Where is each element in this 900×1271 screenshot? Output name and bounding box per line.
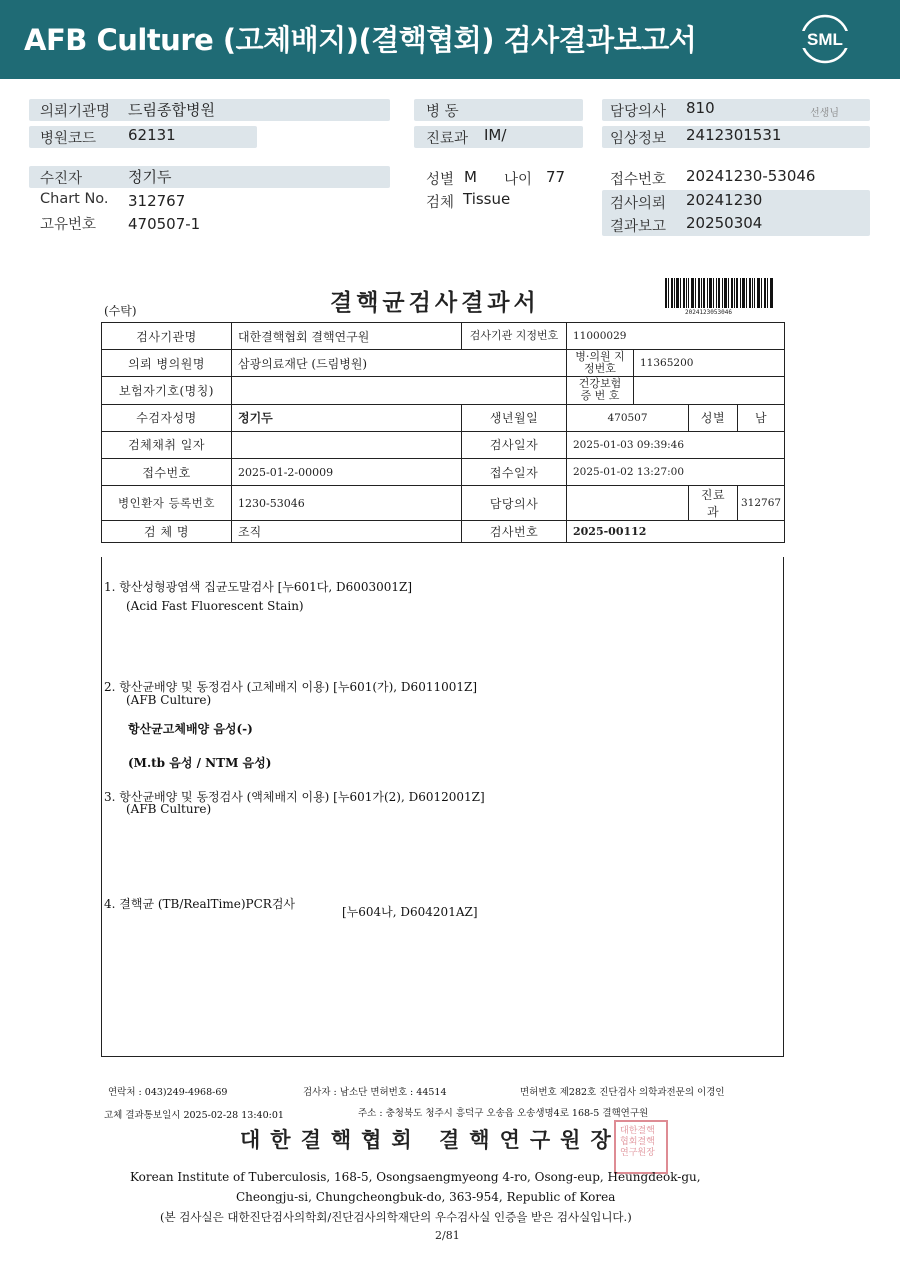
result-item-2-result: 항산균고체배양 음성(-): [128, 722, 253, 736]
table-row: [102, 521, 785, 543]
sex-label: 성별: [426, 172, 455, 188]
official-seal: 대한결핵협회결핵연구원장: [614, 1120, 668, 1174]
birth-label: 생년월일: [462, 404, 567, 431]
svg-text:SML: SML: [807, 30, 843, 49]
receipt-cell-value: 2025-01-2-00009: [232, 458, 462, 485]
result-item-1: 1. 항산성형광염색 집균도말검사 [누601다, D6003001Z]: [104, 580, 413, 594]
doctor-cell-label: 담당의사: [462, 486, 567, 521]
insured-label: 보험자기호(명칭): [102, 377, 232, 404]
page-number: 2/81: [435, 1229, 460, 1242]
table-row: [102, 350, 785, 377]
name-label: 수검자성명: [102, 404, 232, 431]
result-item-1-en: (Acid Fast Fluorescent Stain): [126, 599, 304, 613]
lab-label: 검사기관명: [102, 323, 232, 350]
footer-contact: 연락처 : 043)249-4968-69: [108, 1087, 228, 1098]
sex-cell-label: 성별: [689, 404, 738, 431]
hospital-code-label: 병원코드: [40, 131, 97, 147]
test-no-label: 검사번호: [462, 521, 567, 543]
unique-value: 470507-1: [128, 215, 201, 233]
institution-value: 드림종합병원: [128, 101, 215, 119]
patient-value: 정기두: [128, 168, 172, 186]
result-item-3-en: (AFB Culture): [126, 802, 212, 816]
age-label: 나이: [504, 172, 533, 188]
footer-address-en-1: Korean Institute of Tuberculosis, 168-5, Osongsaengmyeong 4-ro, Osong-eup, Heungdeok-gu,: [130, 1170, 701, 1184]
receipt-date-label: 접수일자: [462, 458, 567, 485]
doctor-value: 810: [686, 99, 715, 117]
footer-notice: (본 검사실은 대한진단검사의학회/진단검사의학재단의 우수검사실 인증을 받은 검사실입니다.): [160, 1210, 632, 1224]
test-date-label: 검사일자: [462, 431, 567, 458]
hosp-id-label: 병·의원 지정번호: [567, 350, 634, 377]
result-item-2: 2. 항산균배양 및 동정검사 (고체배지 이용) [누601(가), D6011001Z]: [104, 680, 478, 694]
institution-label: 의뢰기관명: [40, 104, 111, 120]
unique-label: 고유번호: [40, 217, 97, 233]
collect-label: 검체채취 일자: [102, 431, 232, 458]
receipt-value: 20241230-53046: [686, 167, 816, 185]
lab-id-label: 검사기관 지정번호: [462, 323, 567, 350]
hosp-id-value: 11365200: [634, 350, 785, 377]
test-date-value: 2025-01-03 09:39:46: [567, 431, 785, 458]
barcode-number: 2024123053046: [685, 309, 732, 316]
footer-final-report: 고체 결과통보일시 2025-02-28 13:40:01: [104, 1110, 284, 1121]
dept-value: IM/: [484, 126, 507, 144]
patient-box: [29, 166, 390, 188]
insured-value: [232, 377, 567, 404]
doctor-cell-value: [567, 486, 689, 521]
reg-value: 1230-53046: [232, 486, 462, 521]
name-value: 정기두: [232, 404, 462, 431]
page-title: AFB Culture (고체배지)(결핵협회) 검사결과보고서: [24, 23, 697, 57]
chart-label: Chart No.: [40, 191, 109, 207]
result-item-4-code: [누604나, D604201AZ]: [342, 905, 478, 919]
footer-address: 주소 : 충청북도 청주시 흥덕구 오송읍 오송생명4로 168-5 결핵연구원: [358, 1108, 649, 1119]
nhi-value: [634, 377, 785, 404]
result-item-2-result2: (M.tb 음성 / NTM 음성): [128, 756, 272, 770]
receipt-cell-label: 접수번호: [102, 458, 232, 485]
report-title: 결핵균검사결과서: [330, 289, 540, 316]
patient-label: 수진자: [40, 171, 83, 187]
hospital-code-value: 62131: [128, 126, 176, 144]
dept-cell-value: 312767: [738, 486, 785, 521]
specimen-cell-label: 검 체 명: [102, 521, 232, 543]
barcode: [665, 278, 773, 308]
footer-license: 면허번호 제282호 진단검사 의학과전문의 이경인: [520, 1087, 725, 1098]
specimen-value: Tissue: [463, 190, 511, 208]
sex-cell-value: 남: [738, 404, 785, 431]
collect-value: [232, 431, 462, 458]
req-hosp-label: 의뢰 병의원명: [102, 350, 232, 377]
doctor-suffix: 선생님: [810, 108, 839, 119]
sex-value: M: [464, 168, 477, 186]
lab-value: 대한결핵협회 결핵연구원: [232, 323, 462, 350]
footer-address-en-2: Cheongju-si, Chungcheongbuk-do, 363-954, Republic of Korea: [236, 1190, 616, 1204]
dept-label: 진료과: [426, 131, 469, 147]
specimen-cell-value: 조직: [232, 521, 462, 543]
result-item-3: 3. 항산균배양 및 동정검사 (액체배지 이용) [누601가(2), D6012001Z]: [104, 790, 485, 804]
table-row: [102, 431, 785, 458]
request-value: 20241230: [686, 191, 763, 209]
receipt-label: 접수번호: [610, 172, 667, 188]
clinical-label: 임상정보: [610, 131, 667, 147]
request-label: 검사의뢰: [610, 196, 667, 212]
nhi-label: 건강보험 증 번 호: [567, 377, 634, 404]
ward-label: 병 동: [426, 104, 459, 120]
birth-value: 470507: [567, 404, 689, 431]
specimen-label: 검체: [426, 195, 455, 211]
report-table: [101, 322, 785, 543]
lab-id-value: 11000029: [567, 323, 785, 350]
reg-label: 병인환자 등록번호: [102, 486, 232, 521]
table-row: [102, 377, 785, 404]
report-date-label: 결과보고: [610, 219, 667, 235]
req-hosp-value: 삼광의료재단 (드림병원): [232, 350, 567, 377]
footer-tester: 검사자 : 남소단 면허번호 : 44514: [303, 1087, 447, 1098]
table-row: [102, 458, 785, 485]
clinical-value: 2412301531: [686, 126, 782, 144]
doctor-label: 담당의사: [610, 104, 667, 120]
table-row: [102, 486, 785, 521]
dept-cell-label: 진료과: [689, 486, 738, 521]
receipt-date-value: 2025-01-02 13:27:00: [567, 458, 785, 485]
table-row: [102, 323, 785, 350]
result-item-2-en: (AFB Culture): [126, 693, 212, 707]
sml-logo: [798, 14, 852, 64]
report-header: [0, 0, 900, 79]
chart-value: 312767: [128, 192, 186, 210]
report-date-value: 20250304: [686, 214, 763, 232]
footer-org: 대한결핵협회 결핵연구원장: [240, 1127, 621, 1152]
result-item-4: 4. 결핵균 (TB/RealTime)PCR검사: [104, 897, 296, 911]
test-no-value: 2025-00112: [567, 521, 785, 543]
report-prefix: (수탁): [104, 304, 137, 318]
age-value: 77: [546, 168, 566, 186]
table-row: [102, 404, 785, 431]
